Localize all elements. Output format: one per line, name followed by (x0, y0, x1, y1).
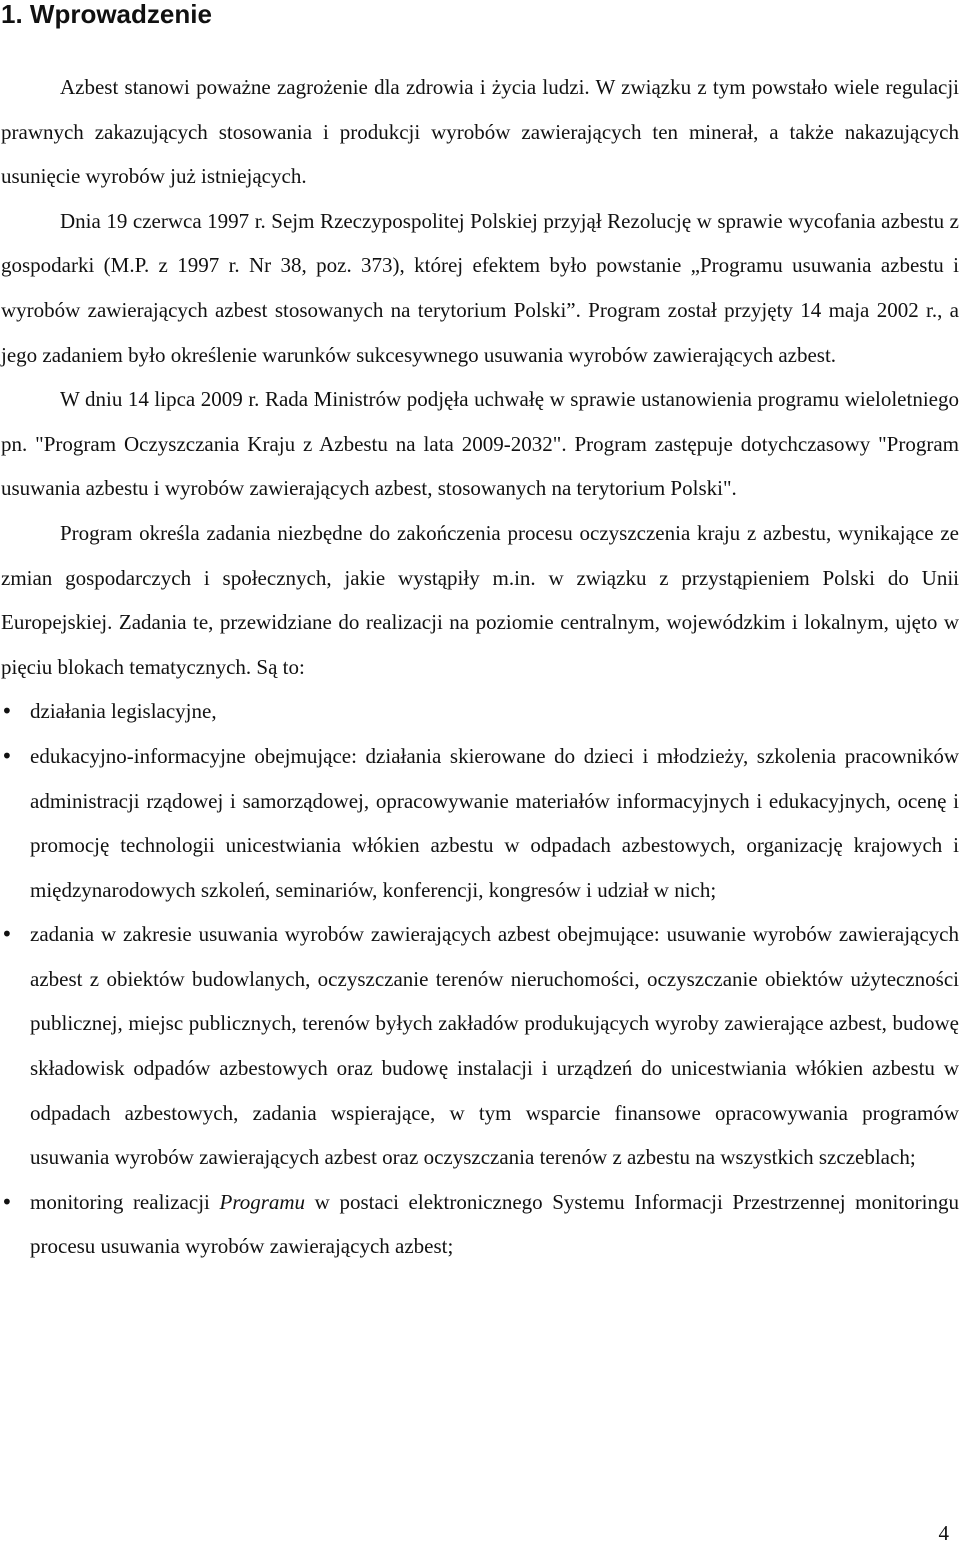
bullet-icon: • (1, 1189, 13, 1214)
list-item-education (1, 734, 959, 912)
bullet-icon: • (1, 922, 13, 947)
list-item-text: działania legislacyjne, (30, 699, 217, 724)
list-item-text (30, 1190, 959, 1259)
paragraph-program-tasks: Program określa zadania niezbędne do zakończenia procesu oczyszczenia kraju z azbestu, wynikające ze zmian gospodarczych i społecznych, jakie wystąpiły m.in. w związku z przystąpieniem Polski do Unii Europejskiej. Zadania te, przewidziane do realizacji na poziomie centralnym, wojewódzkim i lokalnym, ujęto w pięciu blokach tematycznych. Są to: (1, 520, 959, 679)
list-item-removal (1, 912, 959, 1180)
list-item-legislation (1, 689, 959, 734)
task-blocks-list (1, 689, 959, 1269)
paragraph-program-2009: W dniu 14 lipca 2009 r. Rada Ministrów podjęła uchwałę w sprawie ustanowienia programu wieloletniego pn. "Program Oczyszczania Kraju z Azbestu na lata 2009-2032". Program zastępuje dotychczasowy "Program usuwania azbestu i wyrobów zawierających azbest, stosowanych na terytorium Polski". (1, 387, 959, 501)
list-item-text: zadania w zakresie usuwania wyrobów zawierających azbest obejmujące: usuwanie wyrobów zawierających azbest z obiektów budowlanych, oczyszczanie terenów nieruchomości, oczyszczanie obiektów użyteczności publicznej, miejsc publicznych, terenów byłych zakładów produkujących wyroby zawierające azbest, budowę składowisk odpadów azbestowych oraz budowę instalacji i urządzeń do unicestwiania włókien azbestu w odpadach azbestowych, zadania wspierające, w tym wsparcie finansowe opracowywania programów usuwania wyrobów zawierających azbest oraz oczyszczania terenów z azbestu na wszystkich szczeblach; (30, 922, 959, 1170)
bullet-icon: • (1, 743, 13, 768)
bullet-icon: • (1, 699, 13, 724)
list-item-text-end: w postaci elektronicznego Systemu Informacji Przestrzennej monitoringu procesu usuwania wyrobów zawierających azbest; (30, 1189, 959, 1259)
paragraph-intro: Azbest stanowi poważne zagrożenie dla zdrowia i życia ludzi. W związku z tym powstało wiele regulacji prawnych zakazujących stosowania i produkcji wyrobów zawierających ten minerał, a także nakazujących usunięcie wyrobów już istniejących. (1, 75, 959, 189)
list-item-text-start: monitoring realizacji (30, 1189, 220, 1214)
list-item-monitoring (1, 1180, 959, 1269)
section-heading: 1. Wprowadzenie (1, 0, 212, 29)
body-text (1, 65, 959, 1269)
list-item-text: edukacyjno-informacyjne obejmujące: działania skierowane do dzieci i młodzieży, szkolenia pracowników administracji rządowej i samorządowej, opracowywanie materiałów informacyjnych i edukacyjnych, ocenę i promocję technologii unicestwiania włókien azbestu w odpadach azbestowych, organizację krajowych i międzynarodowych szkoleń, seminariów, konferencji, kongresów i udział w nich; (30, 743, 959, 902)
paragraph-resolution: Dnia 19 czerwca 1997 r. Sejm Rzeczypospolitej Polskiej przyjął Rezolucję w sprawie wycofania azbestu z gospodarki (M.P. z 1997 r. Nr 38, poz. 373), której efektem było powstanie „Programu usuwania azbestu i wyrobów zawierających azbest stosowanych na terytorium Polski”. Program został przyjęty 14 maja 2002 r., a jego zadaniem było określenie warunków sukcesywnego usuwania wyrobów zawierających azbest. (1, 208, 959, 367)
page-number: 4 (938, 1521, 949, 1545)
program-italic-term: Programu (219, 1189, 306, 1214)
